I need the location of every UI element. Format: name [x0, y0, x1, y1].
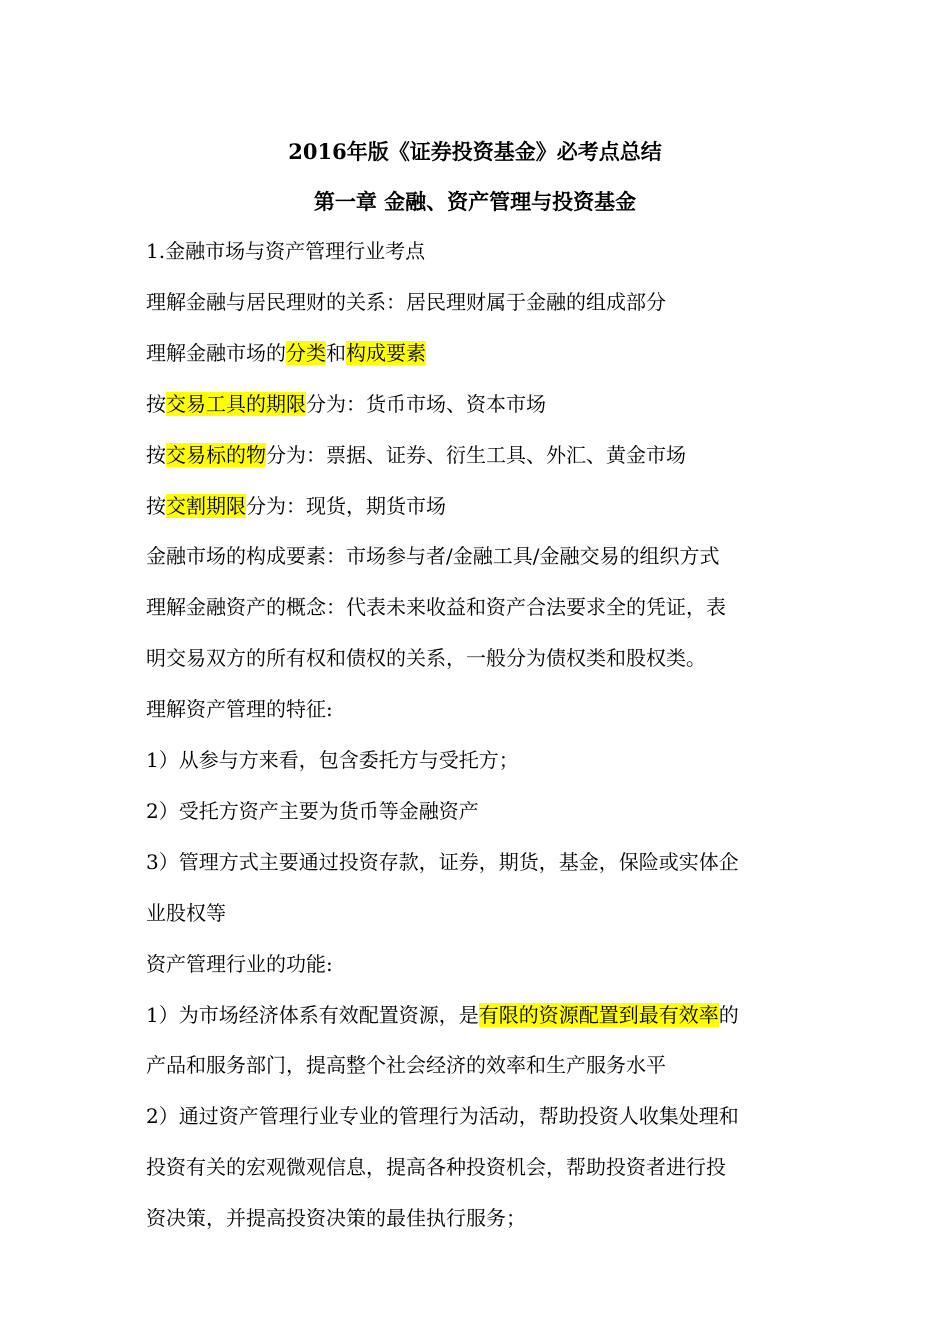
text-line [146, 949, 826, 979]
text-line [146, 592, 826, 622]
text-line [146, 1152, 826, 1182]
text-segment: 理解金融资产的概念：代表未来收益和资产合法要求全的凭证，表 [146, 595, 726, 619]
text-segment: 明交易双方的所有权和债权的关系，一般分为债权类和股权类。 [146, 646, 706, 670]
text-line [146, 1050, 826, 1080]
text-line [146, 491, 826, 521]
text-line [146, 1203, 826, 1233]
text-segment: 资决策，并提高投资决策的最佳执行服务； [146, 1206, 526, 1230]
text-line [146, 1101, 826, 1131]
text-segment: 按 [146, 392, 166, 416]
text-segment: 业股权等 [146, 901, 226, 925]
text-segment: 资产管理行业的功能: [146, 952, 333, 976]
text-segment: 金融市场的构成要素：市场参与者/金融工具/金融交易的组织方式 [146, 544, 720, 568]
text-segment: 产品和服务部门，提高整个社会经济的效率和生产服务水平 [146, 1053, 666, 1077]
text-segment: 理解资产管理的特征: [146, 697, 333, 721]
highlighted-text: 构成要素 [346, 341, 426, 365]
text-line [146, 745, 826, 775]
text-segment: 1.金融市场与资产管理行业考点 [146, 239, 426, 263]
highlighted-text: 分类 [286, 341, 326, 365]
text-segment: 分为：现货，期货市场 [246, 494, 446, 518]
text-segment: 分为：货币市场、资本市场 [306, 392, 546, 416]
text-segment: 和 [326, 341, 346, 365]
text-line [146, 796, 826, 826]
text-line [146, 236, 826, 266]
text-segment: 3）管理方式主要通过投资存款，证券，期货，基金，保险或实体企 [146, 850, 739, 874]
text-segment: 的 [718, 1003, 739, 1027]
text-segment: 按 [146, 443, 166, 467]
text-segment: 理解金融市场的 [146, 341, 286, 365]
chapter-heading: 第一章 金融、资产管理与投资基金 [313, 189, 637, 214]
highlighted-text: 交割期限 [166, 494, 246, 518]
text-segment: 分为：票据、证券、衍生工具、外汇、黄金市场 [266, 443, 686, 467]
text-line [146, 338, 826, 368]
text-line [146, 287, 826, 317]
highlighted-text: 交易标的物 [166, 443, 266, 467]
text-line [146, 898, 826, 928]
text-segment: 理解金融与居民理财的关系：居民理财属于金融的组成部分 [146, 290, 666, 314]
text-segment: 1）从参与方来看，包含委托方与受托方； [146, 748, 519, 772]
text-segment: 按 [146, 494, 166, 518]
highlighted-text: 交易工具的期限 [166, 392, 306, 416]
text-segment: 1）为市场经济体系有效配置资源，是 [146, 1003, 479, 1027]
text-line [146, 440, 826, 470]
text-line [146, 694, 826, 724]
document-title: 2016年版《证券投资基金》必考点总结 [288, 139, 662, 164]
highlighted-text: 有限的资源配置到最有效率 [478, 1003, 719, 1027]
text-line [146, 389, 826, 419]
text-segment: 2）通过资产管理行业专业的管理行为活动，帮助投资人收集处理和 [146, 1104, 739, 1128]
text-segment: 投资有关的宏观微观信息，提高各种投资机会，帮助投资者进行投 [146, 1155, 726, 1179]
text-line [146, 1000, 826, 1030]
text-segment: 2）受托方资产主要为货币等金融资产 [146, 799, 479, 823]
text-line [146, 847, 826, 877]
text-line [146, 643, 826, 673]
text-line [146, 541, 826, 571]
